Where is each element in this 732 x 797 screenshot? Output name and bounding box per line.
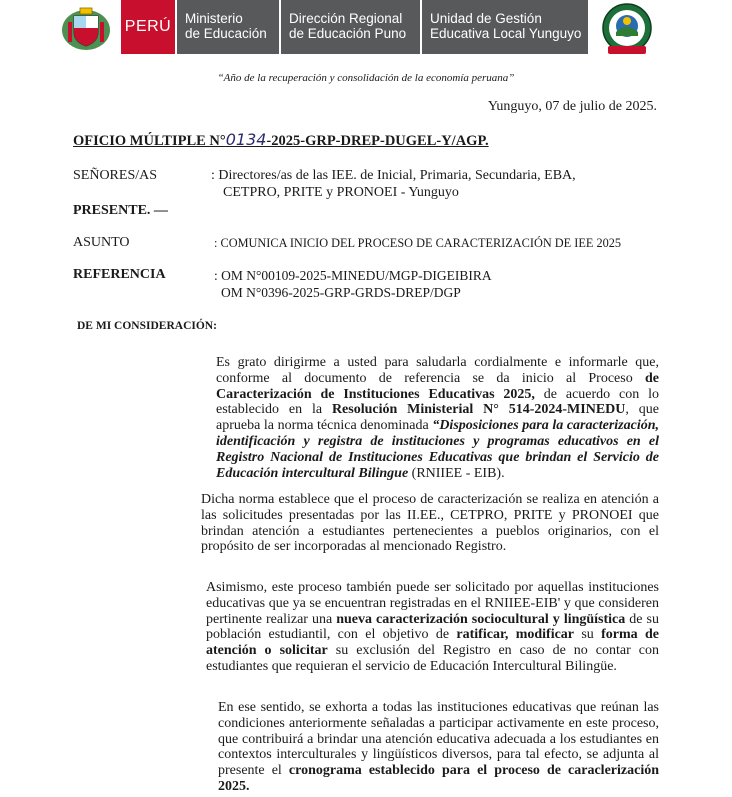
oficio-suffix: -2025-GRP-DREP-DUGEL-Y/AGP. [266,133,489,149]
asunto-text: : COMUNICA INICIO DEL PROCESO DE CARACTERIZACIÓN DE IEE 2025 [214,236,622,250]
p3-f: forma de atención o solicitar [206,627,659,659]
p1-e: , que aprueba la norma técnica denominada [216,402,659,434]
paragraph-4 [73,700,659,795]
recipients-line2: CETPRO, PRITE y PRONOEI - Yunguyo [223,185,459,200]
paragraph-1 [73,355,659,481]
p3-a: Asimismo, este proceso también puede ser solicitado por aquellas instituciones educativas que ya se encuentran registradas en el RNIIEE-EIB' y que consideren pertinente realizar una [206,580,659,627]
p1-b: de Caracterización de Instituciones Educativas 2025, [216,370,659,402]
ministerio-line2: de Educación [185,26,267,41]
oficio-prefix: OFICIO MÚLTIPLE N° [73,133,226,149]
recipients-line1: : Directores/as de las IEE. de Inicial, Primaria, Secundaria, EBA, [211,168,576,183]
paragraph-3 [73,580,659,675]
greeting: DE MI CONSIDERACIÓN: [77,320,217,332]
referencia-line1: : OM N°00109-2025-MINEDU/MGP-DIGEIBIRA [214,268,492,283]
p3-e: su [574,627,602,643]
p2-text: Dicha norma establece que el proceso de caracterización se realiza en atención a las solicitudes presentadas por las II.EE., CETPRO, PRITE y PRONOEI que brindan atención a estudiantes pertenecientes a pueblos originarios, con el propósito de ser incorporadas al mencionado Registro. [201,492,659,555]
peru-label: PERÚ [121,0,175,54]
oficio-title [73,130,489,150]
referencia-line2: OM N°0396-2025-GRP-GRDS-DREP/DGP [221,285,461,300]
letterhead [0,0,732,60]
p1-c: de acuerdo con lo establecido en la [216,386,660,418]
p3-g: su exclusión del Registro en caso de no contar con estudiantes que requieran el servicio de Educación Intercultural Bilingüe. [206,643,659,674]
recipients-label: SEÑORES/AS [73,168,158,183]
p3-b: nueva caracterización sociocultural y lingüística [336,611,626,627]
p1-f: “Disposiciones para la caracterización, identificación y registra de instituciones y programas educativos en el Registro Nacional de Instituciones Educativas que brindan el Servicio de Educación intercultural Bilingue [216,418,659,481]
ugel-yunguyo-logo-icon [600,2,654,56]
dre-line1: Dirección Regional [289,11,403,26]
oficio-number: 0134 [225,130,267,149]
ugel-line2: Educativa Local Yunguyo [430,26,582,41]
ugel-line1: Unidad de Gestión [430,11,542,26]
ministerio-box [177,0,279,54]
p3-c: de su población estudiantil, con el objetivo de [206,611,659,643]
year-motto: “Año de la recuperación y consolidación de la economía peruana” [217,72,515,84]
p4-b: cronograma establecido para el proceso de caraclerización 2025. [218,763,659,794]
dre-box [281,0,420,54]
p3-d: ratificar, modificar [456,627,575,643]
p1-d: Resolución Ministerial N° 514-2024-MINEDU [331,402,626,418]
asunto-label: ASUNTO [73,235,130,250]
p1-g: (RNIIEE - EIB). [408,465,505,481]
paragraph-2 [73,492,659,555]
ministerio-line1: Ministerio [185,11,243,26]
peru-coat-of-arms-icon [60,2,112,54]
p1-a: Es grato dirigirme a usted para saludarla cordialmente e informarle que, conforme al documento de referencia se da inicio al Proceso [216,355,659,386]
date-line: Yunguyo, 07 de julio de 2025. [487,99,657,114]
ugel-box [422,0,588,54]
referencia-label: REFERENCIA [73,267,166,282]
dre-line2: de Educación Puno [289,26,407,41]
presente-label: PRESENTE. — [73,203,168,218]
p4-a: En ese sentido, se exhorta a todas las instituciones educativas que reúnan las condiciones anteriormente señaladas a participar activamente en este proceso, que contribuirá a brindar una atención educativa adecuada a los estudiantes en contextos interculturales y lingüísticos diversos, para tal efecto, se adjunta al presente el [218,700,659,779]
